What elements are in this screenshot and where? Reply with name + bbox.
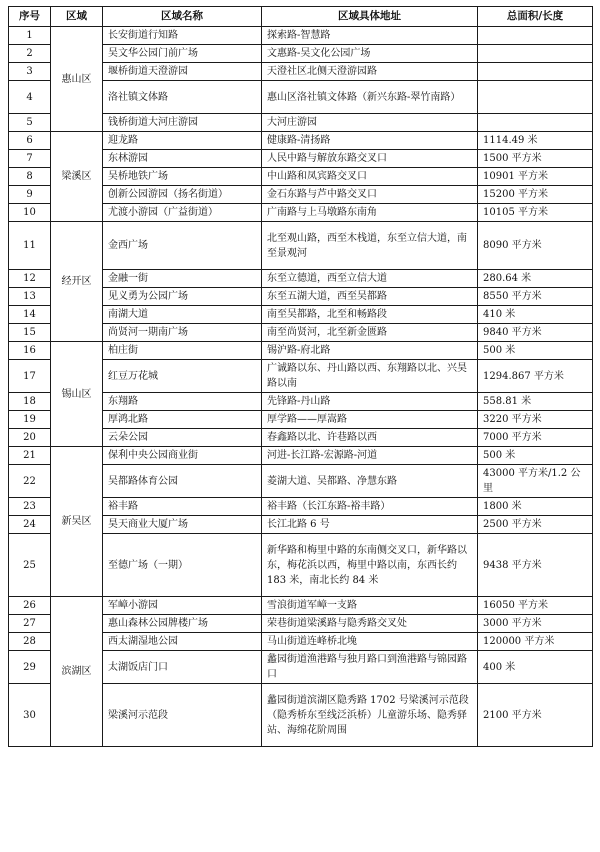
row-number: 22 (9, 465, 51, 498)
area-address: 人民中路与解放东路交叉口 (262, 150, 478, 168)
area-size (478, 45, 593, 63)
row-number: 17 (9, 360, 51, 393)
area-name: 南湖大道 (103, 306, 262, 324)
row-number: 9 (9, 186, 51, 204)
district-cell: 新吴区 (51, 447, 103, 597)
row-number: 13 (9, 288, 51, 306)
area-size: 8090 平方米 (478, 222, 593, 270)
area-address: 大河庄游园 (262, 114, 478, 132)
area-address: 文惠路-吴文化公园广场 (262, 45, 478, 63)
area-size: 8550 平方米 (478, 288, 593, 306)
area-address: 探索路-智慧路 (262, 27, 478, 45)
area-name: 吴文华公园门前广场 (103, 45, 262, 63)
area-table (8, 6, 593, 747)
area-address: 春鑫路以北、许巷路以西 (262, 429, 478, 447)
row-number: 23 (9, 498, 51, 516)
area-name: 保利中央公园商业街 (103, 447, 262, 465)
area-name: 吴都路体育公园 (103, 465, 262, 498)
area-size: 7000 平方米 (478, 429, 593, 447)
area-address: 新华路和梅里中路的东南侧交叉口，新华路以东，梅花浜以西，梅里中路以南，东西长约 183 米，南北长约 84 米 (262, 534, 478, 597)
area-address: 菱湖大道、吴都路、净慧东路 (262, 465, 478, 498)
table-row (9, 132, 593, 150)
area-name: 尤渡小游园（广益街道） (103, 204, 262, 222)
area-name: 云朵公园 (103, 429, 262, 447)
row-number: 11 (9, 222, 51, 270)
row-number: 14 (9, 306, 51, 324)
area-size: 3220 平方米 (478, 411, 593, 429)
district-cell: 经开区 (51, 222, 103, 342)
row-number: 29 (9, 651, 51, 684)
area-size: 558.81 米 (478, 393, 593, 411)
area-address: 南至尚贤河，北至新金匮路 (262, 324, 478, 342)
area-size: 2500 平方米 (478, 516, 593, 534)
row-number: 12 (9, 270, 51, 288)
row-number: 8 (9, 168, 51, 186)
row-number: 4 (9, 81, 51, 114)
area-name: 尚贤河一期南广场 (103, 324, 262, 342)
area-size (478, 81, 593, 114)
area-address: 南至吴都路，北至和畅路段 (262, 306, 478, 324)
area-address: 中山路和凤宾路交叉口 (262, 168, 478, 186)
area-name: 长安街道行知路 (103, 27, 262, 45)
area-address: 北至观山路，西至木栈道，东至立信大道，南至景观河 (262, 222, 478, 270)
area-name: 金西广场 (103, 222, 262, 270)
area-name: 军嶂小游园 (103, 597, 262, 615)
table-row (9, 597, 593, 615)
header-area: 总面积/长度 (478, 7, 593, 27)
area-name: 惠山森林公园牌楼广场 (103, 615, 262, 633)
area-size: 1294.867 平方米 (478, 360, 593, 393)
row-number: 2 (9, 45, 51, 63)
area-address: 锡沪路-府北路 (262, 342, 478, 360)
area-size (478, 114, 593, 132)
row-number: 25 (9, 534, 51, 597)
area-size: 500 米 (478, 447, 593, 465)
area-size: 280.64 米 (478, 270, 593, 288)
area-size: 400 米 (478, 651, 593, 684)
header-row (9, 7, 593, 27)
header-no: 序号 (9, 7, 51, 27)
row-number: 21 (9, 447, 51, 465)
row-number: 27 (9, 615, 51, 633)
area-address: 广诚路以东、丹山路以西、东翔路以北、兴昊路以南 (262, 360, 478, 393)
row-number: 18 (9, 393, 51, 411)
area-name: 堰桥街道天澄游园 (103, 63, 262, 81)
area-size: 10901 平方米 (478, 168, 593, 186)
area-size: 10105 平方米 (478, 204, 593, 222)
table-body (9, 27, 593, 747)
area-address: 长江北路 6 号 (262, 516, 478, 534)
district-cell: 梁溪区 (51, 132, 103, 222)
area-size: 500 米 (478, 342, 593, 360)
area-address: 先锋路-丹山路 (262, 393, 478, 411)
area-name: 红豆万花城 (103, 360, 262, 393)
area-address: 厚学路——厚嵩路 (262, 411, 478, 429)
area-address: 惠山区洛社镇文体路（新兴东路-翠竹南路） (262, 81, 478, 114)
area-name: 吴桥地铁广场 (103, 168, 262, 186)
row-number: 30 (9, 684, 51, 747)
area-size (478, 63, 593, 81)
area-name: 钱桥街道大河庄游园 (103, 114, 262, 132)
area-name: 西太湖湿地公园 (103, 633, 262, 651)
area-name: 见义勇为公园广场 (103, 288, 262, 306)
area-name: 至德广场（一期） (103, 534, 262, 597)
area-size: 1500 平方米 (478, 150, 593, 168)
area-address: 广南路与上马墩路东南角 (262, 204, 478, 222)
area-size: 15200 平方米 (478, 186, 593, 204)
area-name: 洛社镇文体路 (103, 81, 262, 114)
area-size: 1114.49 米 (478, 132, 593, 150)
area-name: 创新公园游园（扬名街道） (103, 186, 262, 204)
area-name: 东翔路 (103, 393, 262, 411)
row-number: 19 (9, 411, 51, 429)
row-number: 24 (9, 516, 51, 534)
area-address: 东至五湖大道，西至吴都路 (262, 288, 478, 306)
area-address: 蠡园街道滨湖区隐秀路 1702 号梁溪河示范段（隐秀桥东至线泛浜桥）儿童游乐场、隐秀驿站、海绵花阶周围 (262, 684, 478, 747)
area-size: 43000 平方米/1.2 公里 (478, 465, 593, 498)
header-address: 区域具体地址 (262, 7, 478, 27)
area-size: 9840 平方米 (478, 324, 593, 342)
area-address: 蠡园街道渔港路与独月路口到渔港路与锦园路口 (262, 651, 478, 684)
area-address: 河进-长江路-宏源路-河道 (262, 447, 478, 465)
area-name: 东林游园 (103, 150, 262, 168)
area-name: 梁溪河示范段 (103, 684, 262, 747)
row-number: 20 (9, 429, 51, 447)
area-size: 9438 平方米 (478, 534, 593, 597)
area-name: 厚鸿北路 (103, 411, 262, 429)
area-name: 裕丰路 (103, 498, 262, 516)
area-size (478, 27, 593, 45)
area-address: 东至立德道，西至立信大道 (262, 270, 478, 288)
row-number: 5 (9, 114, 51, 132)
area-size: 120000 平方米 (478, 633, 593, 651)
area-address: 健康路-清扬路 (262, 132, 478, 150)
row-number: 10 (9, 204, 51, 222)
row-number: 15 (9, 324, 51, 342)
row-number: 16 (9, 342, 51, 360)
area-name: 金融一街 (103, 270, 262, 288)
area-address: 天澄社区北侧天澄游园路 (262, 63, 478, 81)
area-size: 2100 平方米 (478, 684, 593, 747)
area-name: 昊天商业大厦广场 (103, 516, 262, 534)
area-address: 马山街道连峰桥北堍 (262, 633, 478, 651)
table-row (9, 27, 593, 45)
area-size: 1800 米 (478, 498, 593, 516)
row-number: 1 (9, 27, 51, 45)
area-address: 雪浪街道军嶂一支路 (262, 597, 478, 615)
row-number: 3 (9, 63, 51, 81)
area-size: 3000 平方米 (478, 615, 593, 633)
area-name: 柏庄街 (103, 342, 262, 360)
area-address: 荣巷街道梁溪路与隐秀路交叉处 (262, 615, 478, 633)
header-name: 区域名称 (103, 7, 262, 27)
table-row (9, 447, 593, 465)
district-cell: 惠山区 (51, 27, 103, 132)
table-row (9, 342, 593, 360)
area-size: 410 米 (478, 306, 593, 324)
area-name: 迎龙路 (103, 132, 262, 150)
row-number: 6 (9, 132, 51, 150)
district-cell: 滨湖区 (51, 597, 103, 747)
area-address: 裕丰路（长江东路-裕丰路） (262, 498, 478, 516)
row-number: 26 (9, 597, 51, 615)
header-district: 区域 (51, 7, 103, 27)
row-number: 28 (9, 633, 51, 651)
district-cell: 锡山区 (51, 342, 103, 447)
area-name: 太湖饭店门口 (103, 651, 262, 684)
table-row (9, 222, 593, 270)
area-address: 金石东路与芦中路交叉口 (262, 186, 478, 204)
area-size: 16050 平方米 (478, 597, 593, 615)
row-number: 7 (9, 150, 51, 168)
